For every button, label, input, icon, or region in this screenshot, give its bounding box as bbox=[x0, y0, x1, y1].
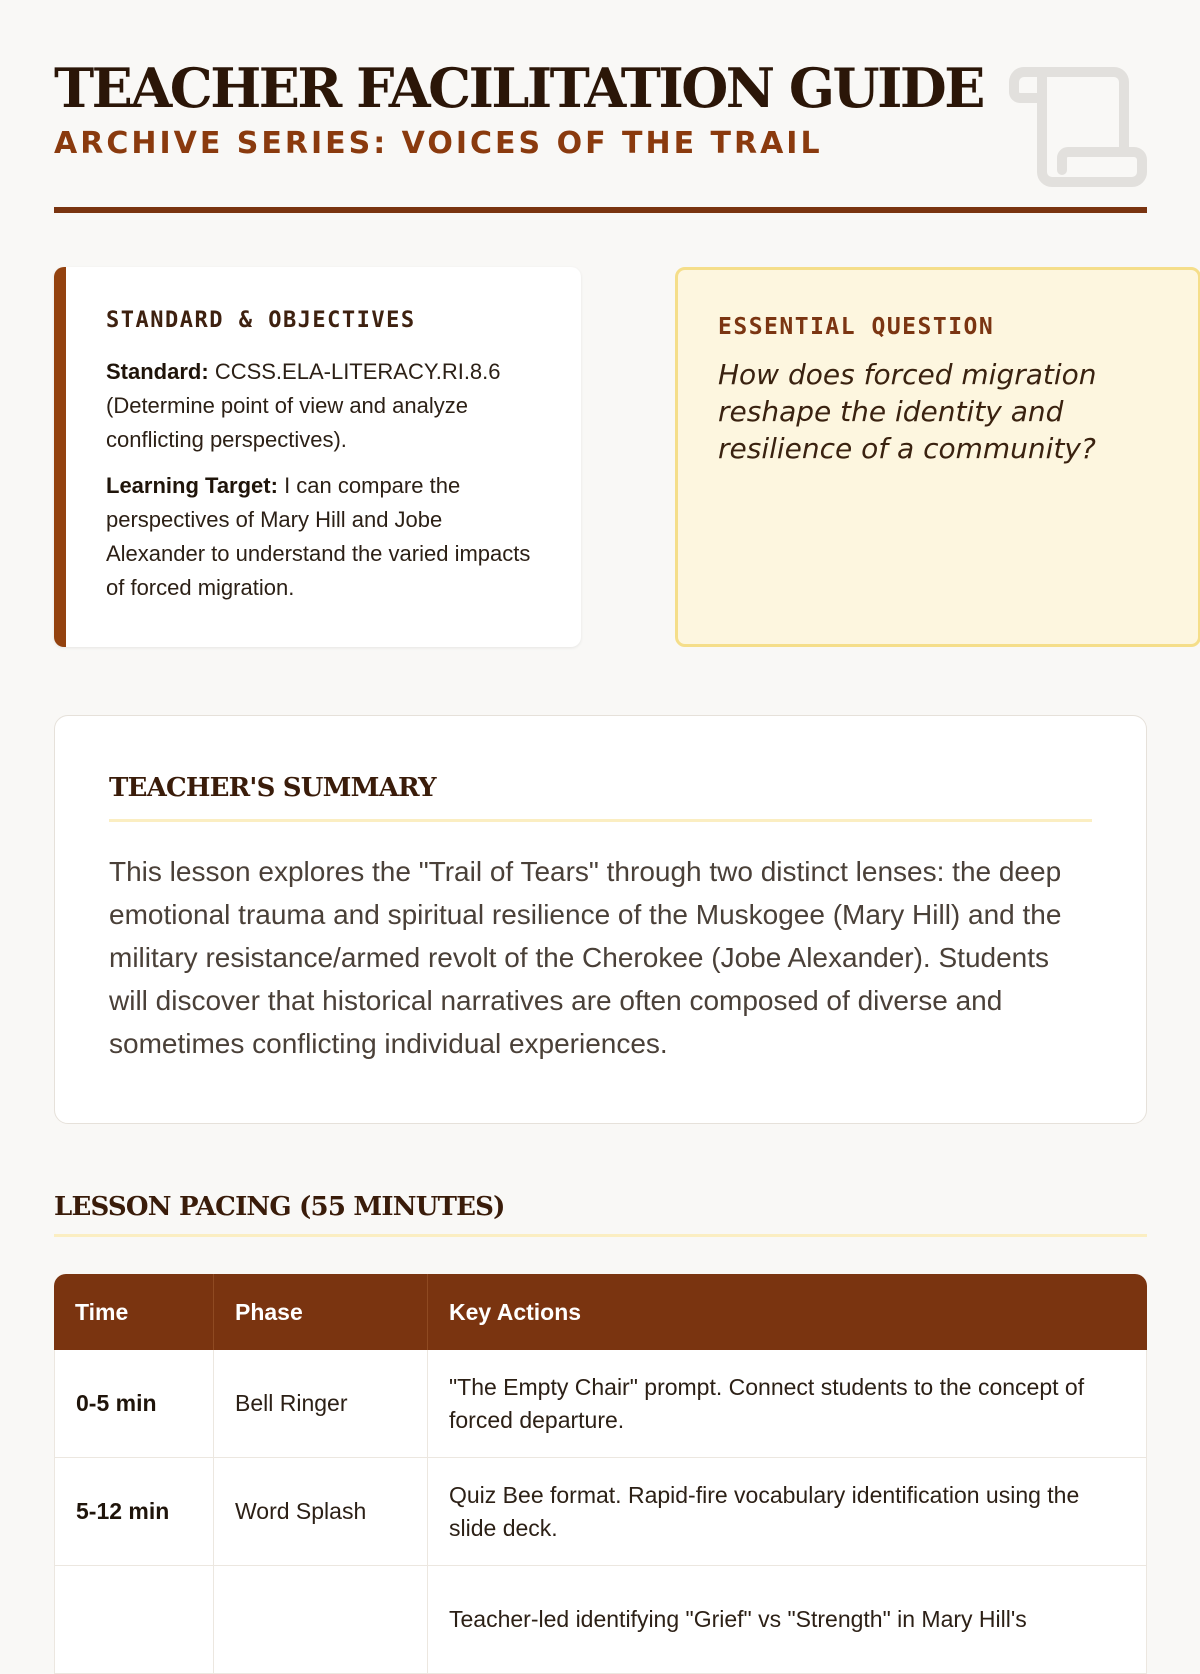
standard-label: Standard: bbox=[106, 359, 209, 384]
column-header-key-actions: Key Actions bbox=[428, 1274, 1147, 1350]
page-title: TEACHER FACILITATION GUIDE bbox=[54, 56, 983, 120]
row-phase: Bell Ringer bbox=[214, 1350, 428, 1458]
column-header-phase: Phase bbox=[214, 1274, 428, 1350]
row-time: 5-12 min bbox=[54, 1458, 214, 1566]
essential-question-heading: ESSENTIAL QUESTION bbox=[718, 314, 995, 340]
standard-text: CCSS.ELA-LITERACY.RI.8.6 (Determine point of view and analyze conflicting perspectives). bbox=[106, 359, 501, 452]
essential-question-card bbox=[675, 267, 1200, 647]
teachers-summary-card bbox=[54, 715, 1147, 1124]
scroll-icon bbox=[1006, 52, 1148, 190]
lesson-pacing-table bbox=[54, 1274, 1147, 1674]
row-time bbox=[54, 1566, 214, 1674]
learning-target-label: Learning Target: bbox=[106, 473, 278, 498]
standard-paragraph bbox=[106, 355, 541, 457]
standard-objectives-heading: STANDARD & OBJECTIVES bbox=[106, 308, 416, 333]
learning-target-paragraph bbox=[106, 469, 541, 605]
row-actions: "The Empty Chair" prompt. Connect students to the concept of forced departure. bbox=[428, 1350, 1147, 1458]
row-time: 0-5 min bbox=[54, 1350, 214, 1458]
row-phase: Word Splash bbox=[214, 1458, 428, 1566]
learning-target-text: I can compare the perspectives of Mary Hill and Jobe Alexander to understand the varied impacts of forced migration. bbox=[106, 473, 531, 600]
table-row bbox=[54, 1350, 1147, 1458]
header-divider bbox=[54, 207, 1147, 213]
lesson-pacing-heading: LESSON PACING (55 MINUTES) bbox=[54, 1190, 1147, 1237]
teachers-summary-heading: TEACHER'S SUMMARY bbox=[109, 771, 1092, 822]
table-header-row bbox=[54, 1274, 1147, 1350]
page-subtitle: ARCHIVE SERIES: VOICES OF THE TRAIL bbox=[54, 126, 823, 161]
page bbox=[54, 0, 1147, 1632]
column-header-time: Time bbox=[54, 1274, 214, 1350]
essential-question-text: How does forced migration reshape the identity and resilience of a community? bbox=[718, 358, 1097, 465]
table-row bbox=[54, 1566, 1147, 1674]
row-actions: Quiz Bee format. Rapid-fire vocabulary identification using the slide deck. bbox=[428, 1458, 1147, 1566]
row-actions: Teacher-led identifying "Grief" vs "Strength" in Mary Hill's bbox=[428, 1566, 1147, 1674]
table-row bbox=[54, 1458, 1147, 1566]
teachers-summary-text: This lesson explores the "Trail of Tears" through two distinct lenses: the deep emotional trauma and spiritual resilience of the Muskogee (Mary Hill) and the military resistance/armed revolt of the Cherokee (Jobe Alexander). Students will discover that historical narratives are often composed of diverse and sometimes conflicting individual experiences. bbox=[109, 856, 1062, 1059]
header bbox=[54, 0, 1147, 214]
row-phase bbox=[214, 1566, 428, 1674]
standard-objectives-card bbox=[54, 267, 581, 647]
